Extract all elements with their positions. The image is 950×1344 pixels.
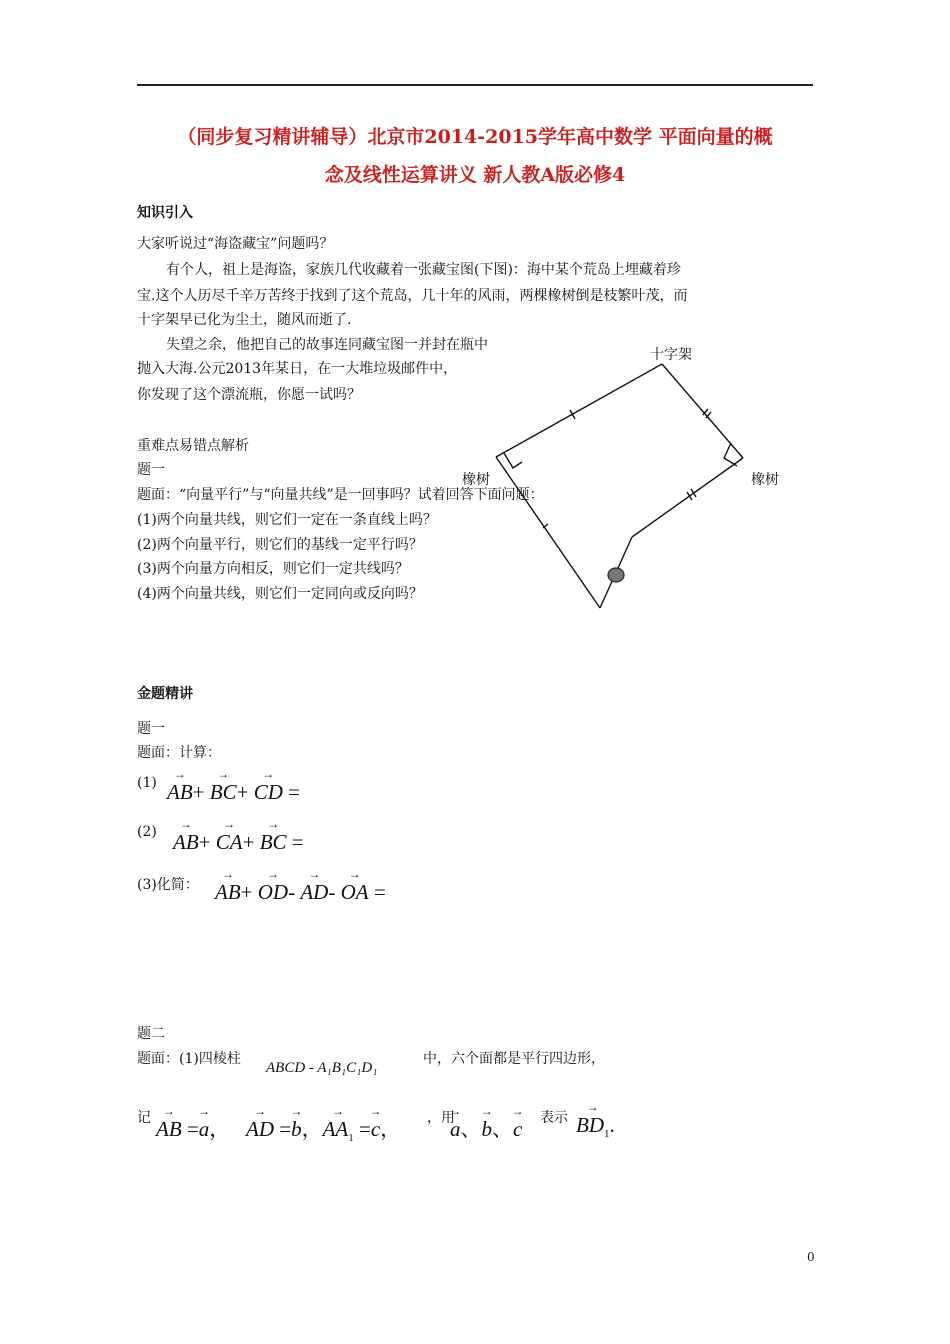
q1-stem: 题面：“向量平行”与“向量共线”是一回事吗？试着回答下面问题： [137,487,544,503]
intro-paragraph-3b: 抛入大海.公元2013年某日，在一大堆垃圾邮件中， [137,361,458,377]
g2-prism-name: ABCD - A₁B₁C₁D₁ [266,1060,378,1076]
gold-heading: 金题精讲 [137,686,193,702]
g1-item-2-label: (2) [137,824,157,840]
intro-paragraph-3a: 失望之余，他把自己的故事连同藏宝图一并封在瓶中 [166,337,488,353]
treasure-point-marker [608,568,624,582]
intro-paragraph-2c: 十字架早已化为尘土，随风而逝了. [137,312,352,328]
g2-stem-tail: 中，六个面都是平行四边形， [423,1051,605,1067]
g2-basis: → a、→ b、→ c [450,1113,522,1143]
g2-stem: 题面：(1)四棱柱 [137,1051,241,1067]
q1-item-1: (1)两个向量共线，则它们一定在一条直线上吗？ [137,512,437,528]
intro-paragraph-2a: 有个人，祖上是海盗，家族几代收藏着一张藏宝图(下图)：海中某个荒岛上埋藏着珍 [166,262,681,278]
g1-label: 题一 [137,721,165,737]
g1-item-3-label: (3)化简： [137,877,199,893]
g1-item-1-expression: → AB+ → BC+ → CD = [167,780,300,805]
g1-item-3-expression: → AB+ → OD- → AD- → OA = [215,880,386,905]
doc-title-line1: （同步复习精讲辅导）北京市2014-2015学年高中数学 平面向量的概 [177,126,773,148]
q1-item-2: (2)两个向量平行，则它们的基线一定平行吗？ [137,537,423,553]
oak-right-label: 橡树 [751,472,779,488]
intro-paragraph-3c: 你发现了这个漂流瓶，你愿一试吗？ [137,387,361,403]
g2-biaoshi: 表示 [540,1110,568,1126]
g2-use: ，用 [427,1110,455,1126]
g1-stem: 题面：计算： [137,745,221,761]
intro-paragraph-2b: 宝.这个人历尽千辛万苦终于找到了这个荒岛，几十年的风雨，两棵橡树倒是枝繁叶茂，而 [137,288,688,304]
tick-mark-4b [691,489,696,497]
page-number: 0 [807,1250,815,1264]
line-bend-to-oak-right [632,458,743,537]
intro-paragraph-1: 大家听说过“海盗藏宝”问题吗？ [137,236,334,252]
g2-label: 题二 [137,1026,165,1042]
tick-mark-4a [687,492,692,500]
q1-item-4: (4)两个向量共线，则它们一定同向或反向吗？ [137,586,423,602]
intro-heading: 知识引入 [137,205,193,221]
g2-target-vector: → $BD_1$. [576,1113,615,1140]
line-oak-left-to-cross [496,364,662,457]
oak-left-label: 橡树 [462,472,490,488]
line-oak-left-to-bottom [496,457,600,608]
difficulty-heading: 重难点易错点解析 [137,438,249,454]
g2-ji: 记 [137,1110,151,1126]
g2-definitions: → AB =→ a， → AD =→ b，→ $AA_1 =\to c$， [156,1113,401,1144]
q1-item-3: (3)两个向量方向相反，则它们一定共线吗？ [137,561,409,577]
cross-label: 十字架 [650,347,692,363]
g1-item-1-label: (1) [137,775,157,791]
doc-title-line2: 念及线性运算讲义 新人教A版必修4 [324,164,626,186]
q1-label: 题一 [137,462,165,478]
right-angle-mark-left [504,453,522,468]
right-angle-mark-right [724,443,737,466]
g1-item-2-expression: → AB+ → CA+ → BC = [173,830,304,855]
